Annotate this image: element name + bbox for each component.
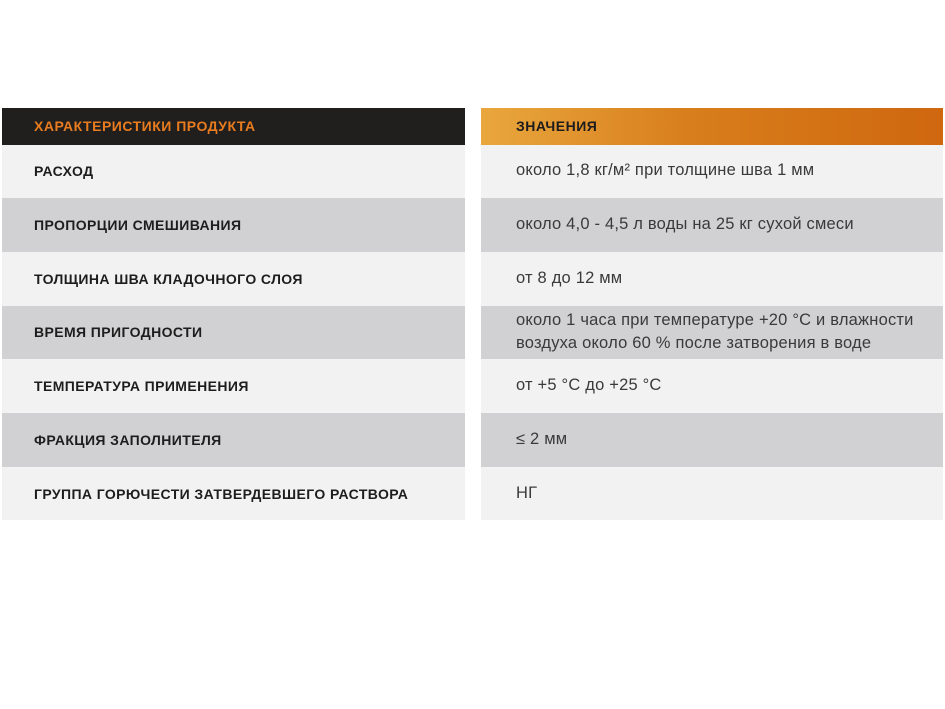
row-value-application-temperature: от +5 °C до +25 °C (516, 376, 662, 395)
table-row (2, 413, 465, 467)
table-row (481, 198, 943, 252)
table-row (2, 198, 465, 252)
product-spec-table (2, 108, 943, 520)
row-value-flammability-group: НГ (516, 483, 538, 502)
row-value-mixing-proportions: около 4,0 - 4,5 л воды на 25 кг сухой смеси (516, 215, 854, 234)
table-row (481, 306, 943, 360)
row-value-consumption: около 1,8 кг/м² при толщине шва 1 мм (516, 161, 815, 180)
table-row (2, 306, 465, 360)
table-row (481, 145, 943, 199)
values-column (481, 108, 943, 520)
table-row (2, 145, 465, 199)
row-label-pot-life: ВРЕМЯ ПРИГОДНОСТИ (34, 324, 203, 341)
table-row (481, 359, 943, 413)
table-row (2, 467, 465, 521)
table-row (481, 467, 943, 521)
row-label-filler-fraction: ФРАКЦИЯ ЗАПОЛНИТЕЛЯ (34, 431, 222, 448)
row-label-consumption: РАСХОД (34, 163, 94, 180)
values-header: ЗНАЧЕНИЯ (481, 108, 943, 145)
characteristics-header: ХАРАКТЕРИСТИКИ ПРОДУКТА (2, 108, 465, 145)
row-value-pot-life: около 1 часа при температуре +20 °C и влажности воздуха около 60 % после затворения в воде (516, 310, 914, 353)
row-label-flammability-group: ГРУППА ГОРЮЧЕСТИ ЗАТВЕРДЕВШЕГО РАСТВОРА (34, 485, 409, 502)
row-label-application-temperature: ТЕМПЕРАТУРА ПРИМЕНЕНИЯ (34, 378, 249, 395)
table-row (2, 359, 465, 413)
row-value-filler-fraction: ≤ 2 мм (516, 429, 568, 448)
table-row (481, 413, 943, 467)
row-label-joint-thickness: ТОЛЩИНА ШВА КЛАДОЧНОГО СЛОЯ (34, 270, 303, 287)
table-row (2, 252, 465, 306)
characteristics-column (2, 108, 465, 520)
row-value-joint-thickness: от 8 до 12 мм (516, 268, 623, 287)
row-label-mixing-proportions: ПРОПОРЦИИ СМЕШИВАНИЯ (34, 217, 242, 234)
table-row (481, 252, 943, 306)
